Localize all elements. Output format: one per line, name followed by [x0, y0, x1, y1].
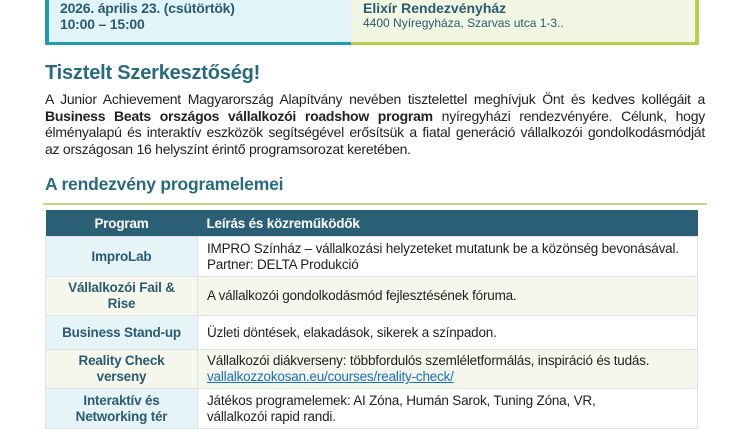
description-text: vállalkozói rapid randi. — [207, 408, 336, 424]
intro-line: élményalapú és interaktív eszközök segítségével erősítsük a fiatal generáció vállalkozói gondolkodásmódját — [45, 124, 705, 140]
column-header-description: Leírás és közreműködők — [198, 210, 698, 237]
intro-paragraph — [45, 91, 705, 157]
description-text: Vállalkozói diákverseny: többfordulós szemléletformálás, inspiráció és tudás. — [207, 353, 650, 368]
program-cell: Vállalkozói Fail & Rise — [46, 277, 198, 316]
reality-check-link[interactable]: vallalkozzokosan.eu/courses/reality-check/ — [207, 369, 454, 384]
description-cell — [198, 237, 698, 277]
table-row — [46, 237, 698, 277]
intro-line — [45, 108, 705, 125]
event-time: 10:00 – 15:00 — [60, 16, 145, 32]
description-cell: A vállalkozói gondolkodásmód fejlesztésének fóruma. — [198, 277, 698, 316]
event-datetime — [45, 0, 351, 45]
description-cell — [198, 389, 698, 429]
program-cell: ImproLab — [46, 237, 198, 277]
table-row — [46, 389, 698, 429]
program-cell: Reality Check verseny — [46, 350, 198, 389]
intro-line: A Junior Achievement Magyarország Alapítvány nevében tisztelettel meghívjuk Önt és kedves kollégáit a — [45, 91, 705, 107]
event-info-box — [45, 0, 699, 45]
table-row — [46, 277, 698, 316]
program-table — [45, 210, 698, 429]
column-header-program: Program — [46, 210, 198, 237]
intro-text: nyíregyházi rendezvényére. Célunk, hogy — [432, 107, 705, 124]
section-title: A rendezvény programelemei — [45, 174, 284, 194]
program-name-bold: Business Beats országos vállalkozói roadshow program — [45, 107, 433, 124]
description-text: Játékos programelemek: AI Zóna, Humán Sarok, Tuning Zóna, VR, — [207, 392, 596, 408]
event-date: 2026. április 23. (csütörtök) — [60, 0, 235, 16]
description-text: Partner: DELTA Produkció — [207, 256, 359, 272]
section-divider — [43, 203, 707, 205]
description-text: IMPRO Színház – vállalkozási helyzeteket mutatunk be a közönség bevonásával. — [207, 240, 679, 256]
description-cell — [198, 350, 698, 389]
program-cell: Business Stand-up — [46, 316, 198, 350]
intro-line: az országosan 16 helyszínt érintő programsorozat keretében. — [45, 140, 411, 157]
table-row — [46, 350, 698, 389]
greeting-heading: Tisztelt Szerkesztőség! — [45, 62, 261, 84]
table-header-row — [46, 210, 698, 237]
program-cell: Interaktív és Networking tér — [46, 389, 198, 429]
table-row — [46, 316, 698, 350]
description-cell: Üzleti döntések, elakadások, sikerek a színpadon. — [198, 316, 698, 350]
event-venue: Elixír Rendezvényház — [363, 0, 507, 16]
event-address: 4400 Nyíregyháza, Szarvas utca 1-3.. — [363, 16, 564, 30]
event-location — [351, 0, 699, 45]
